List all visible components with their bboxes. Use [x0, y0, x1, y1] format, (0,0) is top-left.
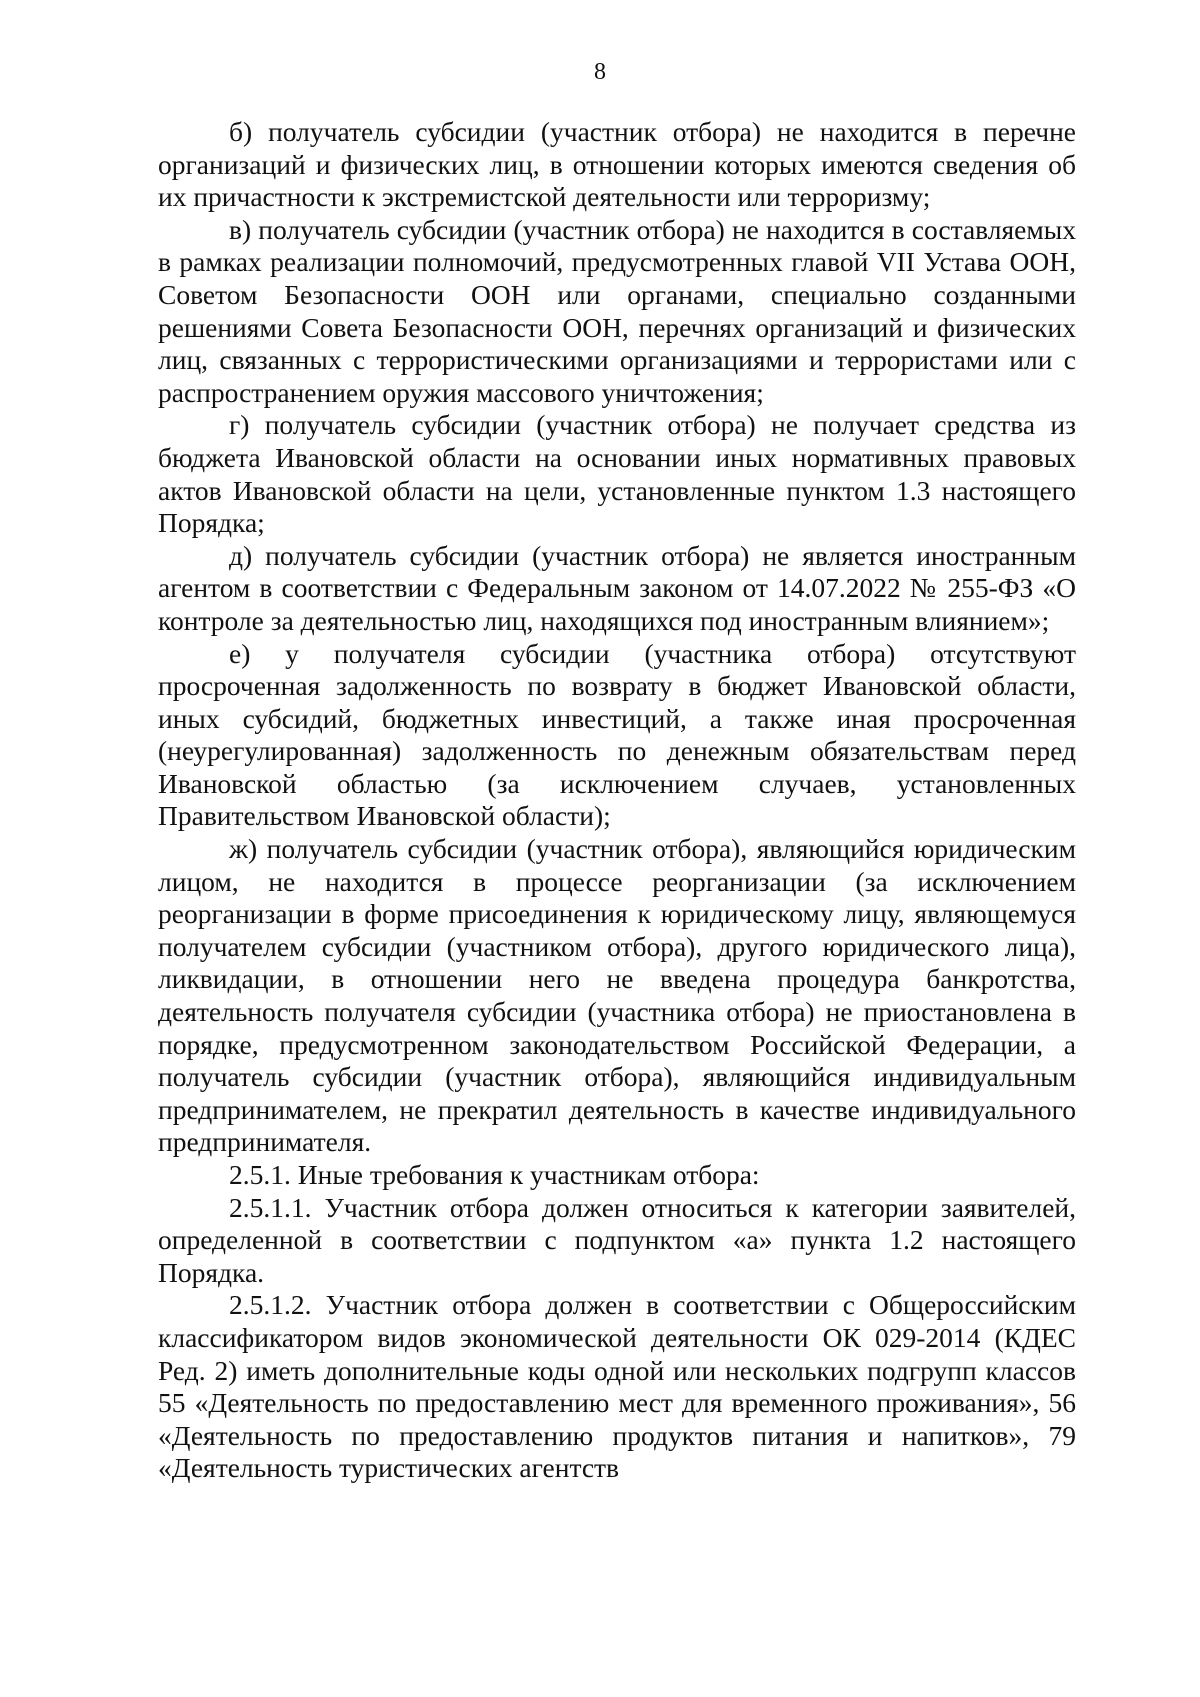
paragraph-zh: ж) получатель субсидии (участник отбора), являющийся юридическим лицом, не находится в процессе реорганизации (за исключением реорганизации в форме присоединения к юридическому лицу, являющемуся получателем субсидии (участником отбора), другого юридического лица), ликвидации, в отношении него не введена процедура банкротства, деятельность получателя субсидии (участника отбора) не приостановлена в порядке, предусмотренном законодательством Российской Федерации, а получатель субсидии (участник отбора), являющийся индивидуальным предпринимателем, не прекратил деятельность в качестве индивидуального предпринимателя.	[158, 833, 1076, 1158]
paragraph-2-5-1-2: 2.5.1.2. Участник отбора должен в соответствии с Общероссийским классификатором видов экономической деятельности ОК 029-2014 (КДЕС Ред. 2) иметь дополнительные коды одной или нескольких подгрупп классов 55 «Деятельность по предоставлению мест для временного проживания», 56 «Деятельность по предоставлению продуктов питания и напитков», 79 «Деятельность туристических агентств	[158, 1289, 1076, 1484]
paragraph-e: е) у получателя субсидии (участника отбора) отсутствуют просроченная задолженность по возврату в бюджет Ивановской области, иных субсидий, бюджетных инвестиций, а также иная просроченная (неурегулированная) задолженность по денежным обязательствам перед Ивановской областью (за исключением случаев, установленных Правительством Ивановской области);	[158, 637, 1076, 832]
paragraph-2-5-1-1: 2.5.1.1. Участник отбора должен относиться к категории заявителей, определенной в соответствии с подпунктом «а» пункта 1.2 настоящего Порядка.	[158, 1191, 1076, 1288]
paragraph-d: д) получатель субсидии (участник отбора) не является иностранным агентом в соответствии с Федеральным законом от 14.07.2022 № 255-ФЗ «О контроле за деятельностью лиц, находящихся под иностранным влиянием»;	[158, 539, 1076, 636]
paragraph-v: в) получатель субсидии (участник отбора) не находится в составляемых в рамках реализации полномочий, предусмотренных главой VII Устава ООН, Советом Безопасности ООН или органами, специально созданными решениями Совета Безопасности ООН, перечнях организаций и физических лиц, связанных с террористическими организациями и террористами или с распространением оружия массового уничтожения;	[158, 213, 1076, 408]
paragraph-g: г) получатель субсидии (участник отбора) не получает средства из бюджета Ивановской области на основании иных нормативных правовых актов Ивановской области на цели, установленные пунктом 1.3 настоящего Порядка;	[158, 409, 1076, 539]
document-body	[158, 116, 1076, 1485]
paragraph-2-5-1: 2.5.1. Иные требования к участникам отбора:	[229, 1159, 760, 1190]
page-number: 8	[594, 59, 606, 85]
paragraph-b: б) получатель субсидии (участник отбора) не находится в перечне организаций и физических лиц, в отношении которых имеются сведения об их причастности к экстремистской деятельности или терроризму;	[158, 116, 1076, 213]
